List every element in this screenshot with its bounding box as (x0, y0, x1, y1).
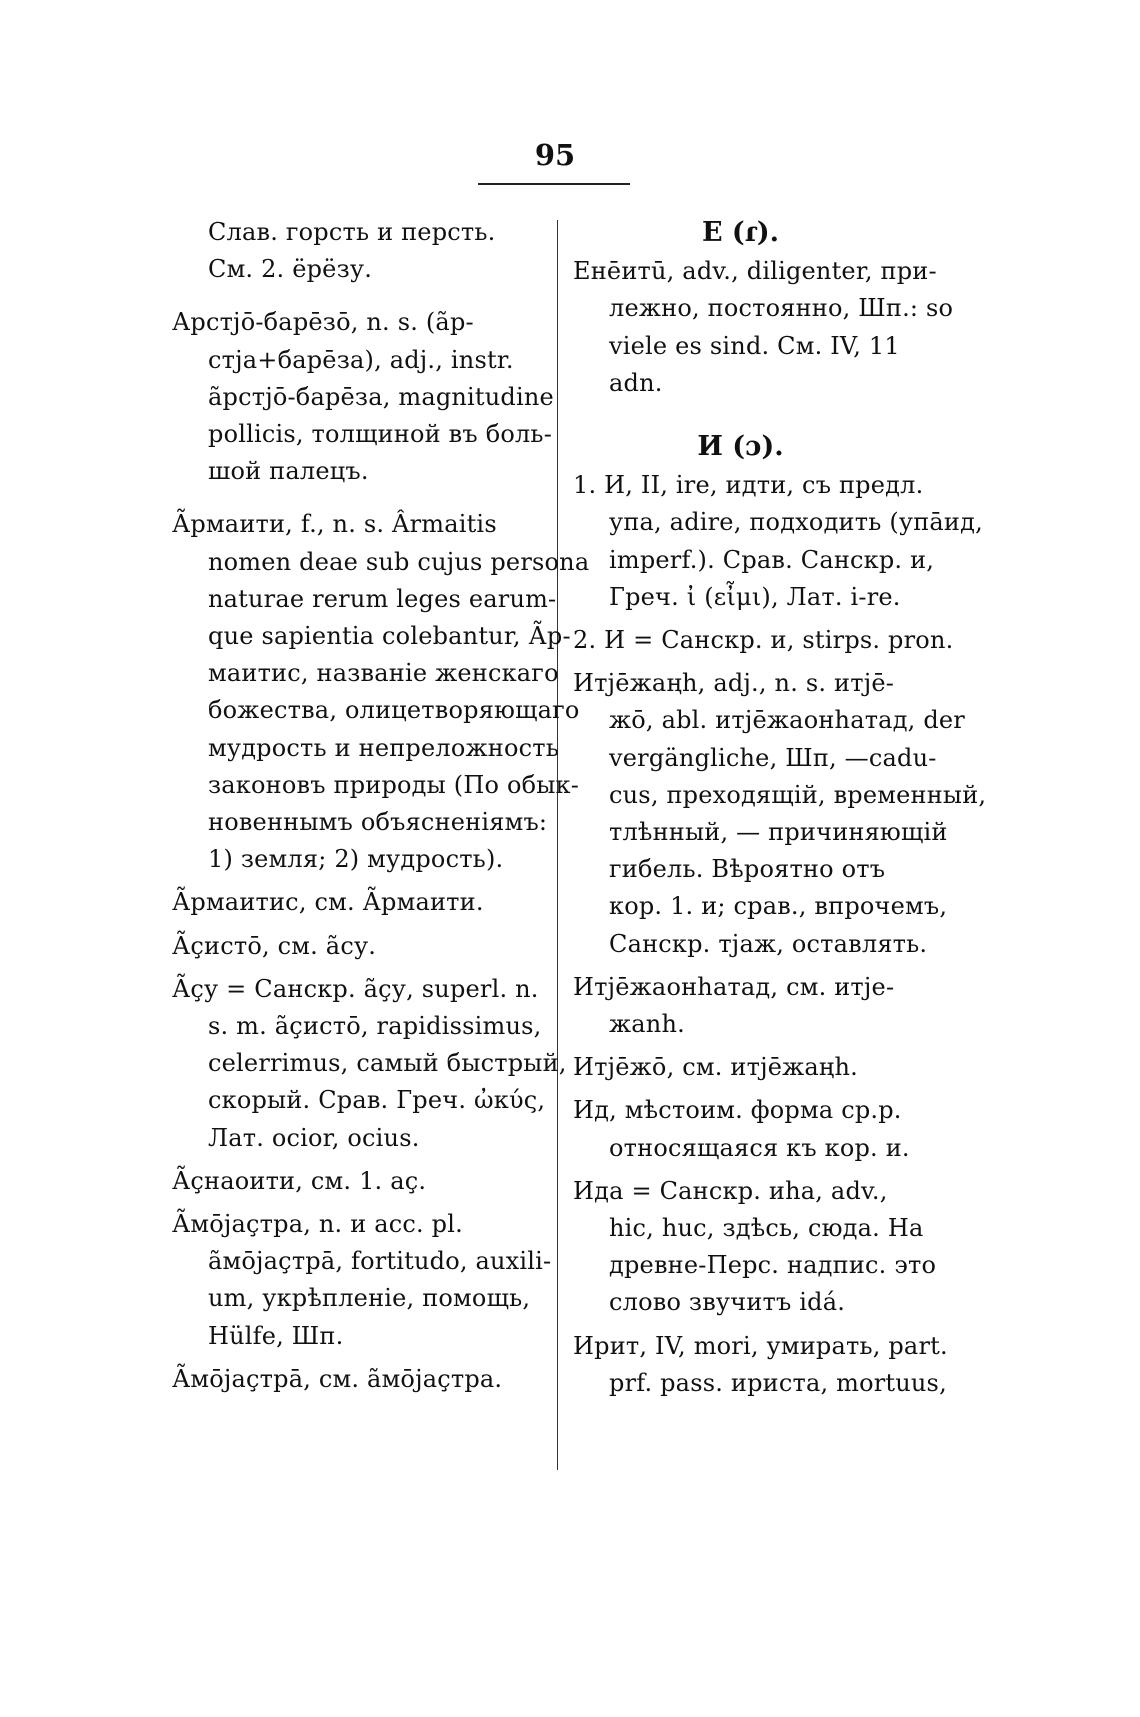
column-divider (557, 220, 558, 1470)
entry-line: cus, преходящій, временный, (609, 780, 987, 809)
entry-headline: Итјēжаонhатад, см. итје- (573, 972, 895, 1001)
entry-headline: 2. И = Санскр. и, stirps. pron. (573, 626, 954, 655)
entry-headline: Ида = Санскр. иhа, adv., (573, 1176, 888, 1205)
entry-line: законовъ природы (По обык- (208, 770, 580, 799)
entry-headline: Ид, мѣстоим. форма ср.р. (573, 1096, 902, 1125)
entry-line: que sapientia colebantur, А̃р- (208, 622, 571, 651)
entry-headline: А̃çнаоити, см. 1. аç. (172, 1166, 427, 1195)
entry-line: гибель. Вѣроятно отъ (609, 855, 886, 884)
entry-line: hic, huc, здѣсь, сюда. На (609, 1214, 924, 1243)
dictionary-entry (172, 1163, 547, 1200)
dictionary-entry (172, 1361, 547, 1398)
entry-line: prf. pass. ириста, mortuus, (609, 1368, 947, 1397)
entry-line: pollicis, толщиной въ боль- (208, 420, 553, 449)
dictionary-entry (573, 665, 987, 963)
entry-line: См. 2. ёрёзу. (208, 255, 373, 284)
entry-headline: А̃мōјаçтра, n. и acc. pl. (172, 1210, 463, 1239)
entry-line: 1) земля; 2) мудрость). (208, 845, 504, 874)
entry-line: naturae rerum leges earum- (208, 584, 557, 613)
entry-line: лежно, постоянно, Шп.: so (609, 294, 954, 323)
entry-line: Санскр. тјаж, оставлять. (609, 929, 928, 958)
entry-line: божества, олицетворяющаго (208, 696, 580, 725)
dictionary-entry (573, 1092, 948, 1166)
entry-headline: А̃рмаити, f., n. s. Ârmaitis (172, 510, 497, 539)
entry-line: Слав. горсть и персть. (208, 218, 496, 246)
dictionary-entry (172, 1206, 552, 1355)
section-heading-e: Е (ɾ). (701, 217, 780, 248)
continuation-entry (172, 214, 547, 288)
dictionary-entry (172, 884, 547, 921)
dictionary-entry (573, 622, 954, 659)
entry-headline: А̃çу = Санскр. ãçу, superl. n. (172, 974, 539, 1003)
entry-line: скорый. Срав. Греч. ὠκύς, (208, 1086, 546, 1115)
dictionary-entry (573, 1173, 948, 1322)
entry-line: Лат. ocior, ocius. (208, 1123, 420, 1152)
entry-line: ãрстјō-барēза, magnitudine (208, 382, 554, 411)
entry-line: s. m. ãçистō, rapidissimus, (208, 1012, 542, 1041)
entry-line: маитис, названіе женскаго (208, 659, 559, 688)
entry-line: celerrimus, самый быстрый, (208, 1049, 567, 1078)
entry-line: мудрость и непреложность (208, 733, 559, 762)
dictionary-entry (172, 928, 547, 965)
entry-line: шой палецъ. (208, 457, 369, 486)
entry-line: новеннымъ объясненіямъ: (208, 808, 548, 837)
dictionary-entry (573, 253, 954, 402)
entry-line: кор. 1. и; срав., впрочемъ, (609, 892, 948, 921)
entry-line: жаnh. (609, 1010, 685, 1039)
section-heading-i: И (ɔ). (697, 431, 784, 463)
entry-headline: Енēитū, adv., diligenter, при- (573, 257, 937, 286)
entry-line: жō, abl. итјēжаонhатад, der (609, 706, 965, 735)
entry-headline: А̃мōјаçтрā, см. ãмōјаçтра. (172, 1364, 503, 1393)
dictionary-entry (172, 971, 567, 1157)
entry-line: viele es sind. См. IV, 11 (609, 331, 900, 360)
entry-line: Hülfe, Шп. (208, 1321, 344, 1350)
page-number: 95 (534, 138, 576, 172)
entry-line: adn. (609, 368, 663, 397)
dictionary-entry (573, 969, 948, 1043)
entry-line: древне-Перс. надпис. это (609, 1251, 937, 1280)
entry-line: тлѣнный, — причиняющій (609, 818, 948, 847)
entry-line: imperf.). Срав. Санскр. и, (609, 545, 935, 574)
entry-line: стја+барēза), adj., instr. (208, 345, 514, 374)
entry-line: um, укрѣпленіе, помощь, (208, 1284, 531, 1313)
entry-headline: 1. И, II, ire, идти, съ предл. (573, 471, 924, 500)
entry-headline: Ирит, IV, mori, умирать, part. (573, 1331, 948, 1360)
entry-line: упа, adire, подходить (упāид, (609, 508, 983, 537)
dictionary-entry (573, 467, 983, 616)
header-rule (478, 183, 630, 185)
entry-line: слово звучитъ idá. (609, 1288, 846, 1317)
entry-headline: А̃рмаитис, см. А̃рмаити. (172, 888, 484, 917)
right-column (573, 214, 987, 1408)
dictionary-entry (573, 1049, 948, 1086)
dictionary-entry (172, 304, 554, 490)
entry-line: относящаяся къ кор. и. (609, 1133, 910, 1162)
entry-line: Греч. ἰ (εἶμι), Лат. i-re. (609, 582, 901, 611)
entry-headline: Итјēжаңh, adj., n. s. итјē- (573, 669, 895, 698)
dictionary-entry (573, 1328, 948, 1402)
left-column (172, 214, 590, 1404)
entry-headline: Арстјō-барēзō, n. s. (ãр- (172, 308, 474, 337)
entry-line: nomen deae sub cujus persona (208, 547, 590, 576)
entry-headline: Итјēжō, см. итјēжаңh. (573, 1053, 858, 1082)
entry-line: vergängliche, Шп, —cadu- (609, 743, 937, 772)
entry-line: ãмōјаçтрā, fortitudo, auxili- (208, 1247, 552, 1276)
entry-headline: А̃çистō, см. ãсу. (172, 931, 377, 960)
dictionary-entry (172, 506, 590, 878)
